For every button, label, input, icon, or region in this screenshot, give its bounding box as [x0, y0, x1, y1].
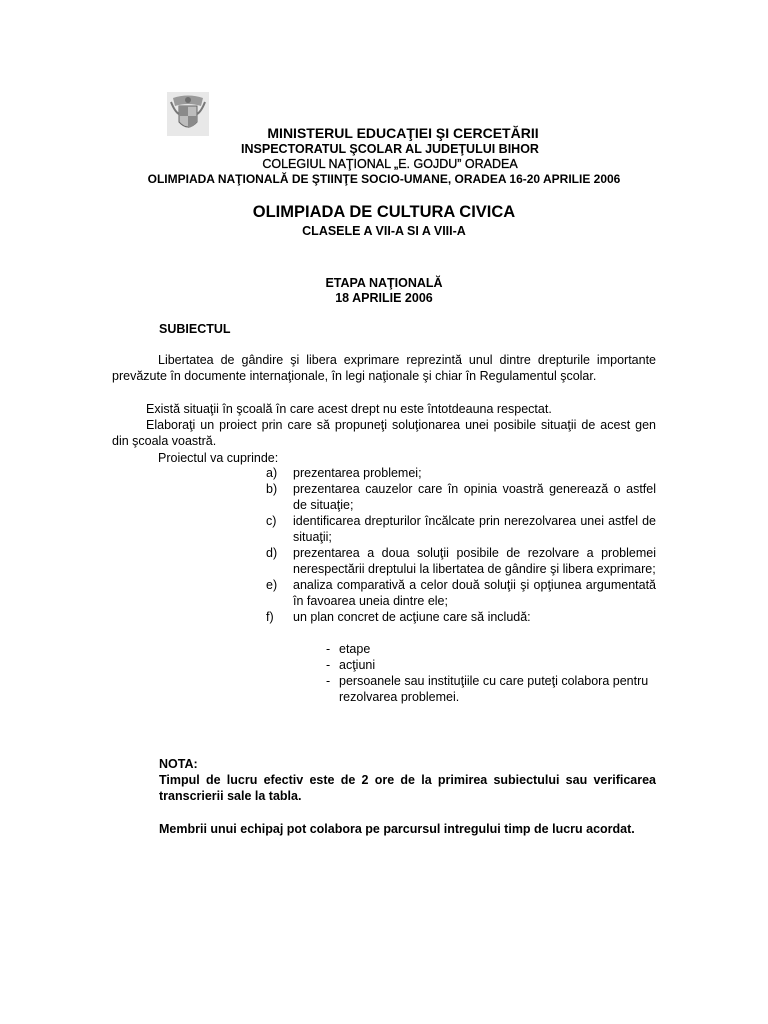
- list-item: b) prezentarea cauzelor care în opinia voastră generează o astfel de situaţie;: [266, 482, 656, 512]
- list-item: - etape: [326, 642, 371, 656]
- note-time: Timpul de lucru efectiv este de 2 ore de la primirea subiectului sau verificarea transcrierii sale la tabla.: [159, 773, 656, 803]
- document-title: OLIMPIADA DE CULTURA CIVICA: [252, 203, 516, 221]
- exam-date: 18 APRILIE 2006: [335, 291, 433, 305]
- inspectorate-heading: INSPECTORATUL ŞCOLAR AL JUDEŢULUI BIHOR: [241, 142, 539, 156]
- list-item: - persoanele sau instituţiile cu care puteţi colabora pentru rezolvarea problemei.: [326, 674, 649, 704]
- paragraph: Elaboraţi un proiect prin care să propuneţi soluţionarea unei posibile situaţii de acest gen din şcoala voastră.: [112, 418, 656, 448]
- list-item: f) un plan concret de acţiune care să includă:: [266, 610, 531, 624]
- paragraph: Proiectul va cuprinde:: [158, 451, 279, 465]
- list-item: e) analiza comparativă a celor două soluţii şi opţiunea argumentată în favoarea uneia dintre ele;: [266, 578, 656, 608]
- note-team: Membrii unui echipaj pot colabora pe parcursul intregului timp de lucru acordat.: [159, 822, 635, 836]
- list-item: c) identificarea drepturilor încălcate prin nerezolvarea unei astfel de situaţii;: [266, 514, 656, 544]
- project-requirements-list: [266, 465, 656, 625]
- action-plan-sublist: [326, 641, 656, 705]
- note-label: NOTA:: [159, 757, 198, 771]
- paragraph: Libertatea de gândire şi libera exprimare reprezintă unul dintre drepturile importante prevăzute în documente internaţionale, în legi naţionale şi chiar în Regulamentul şcolar.: [112, 353, 656, 383]
- paragraph: Există situaţii în şcoală în care acest drept nu este întotdeauna respectat.: [146, 402, 552, 416]
- ministry-heading: MINISTERUL EDUCAŢIEI ŞI CERCETĂRII: [267, 125, 539, 141]
- college-heading: COLEGIUL NAŢIONAL „E. GOJDU” ORADEA: [262, 157, 518, 171]
- list-item: - acţiuni: [326, 658, 376, 672]
- stage-label: ETAPA NAŢIONALĂ: [325, 276, 443, 290]
- list-item: d) prezentarea a doua soluţii posibile de rezolvare a problemei nerespectării dreptului la libertatea de gândire şi libera exprimare;: [266, 546, 656, 576]
- olympiad-heading: OLIMPIADA NAŢIONALĂ DE ŞTIINŢE SOCIO-UMANE, ORADEA 16-20 APRILIE 2006: [147, 172, 621, 186]
- section-label: SUBIECTUL: [159, 322, 231, 336]
- document-subtitle: CLASELE A VII-A SI A VIII-A: [302, 224, 466, 238]
- list-item: a) prezentarea problemei;: [266, 466, 422, 480]
